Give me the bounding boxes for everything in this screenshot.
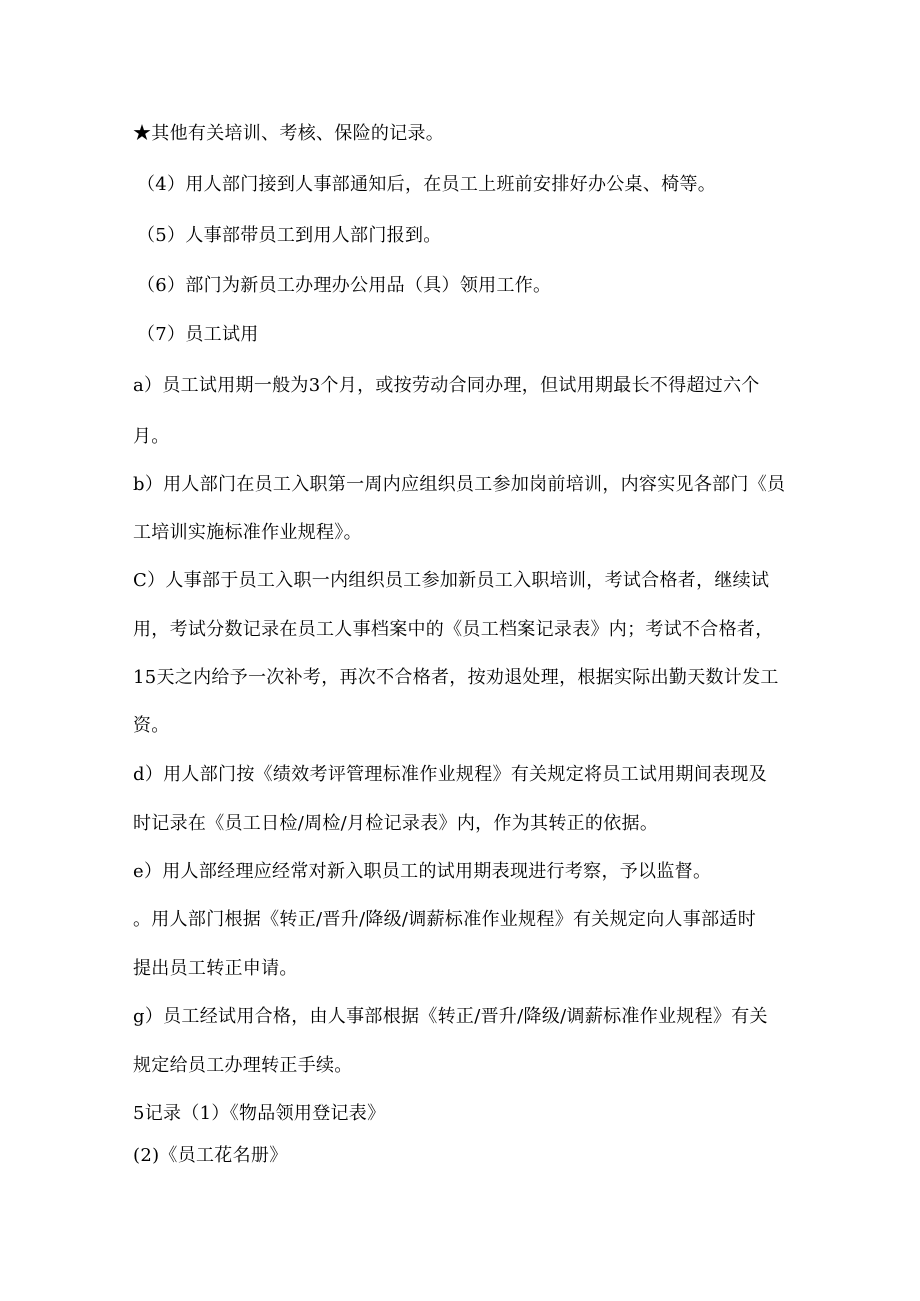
text-line: 用，考试分数记录在员工人事档案中的《员工档案记录表》内；考试不合格者， xyxy=(133,619,774,640)
text-line: （7）员工试用 xyxy=(137,324,259,345)
text-line: d）用人部门按《绩效考评管理标准作业规程》有关规定将员工试用期间表现及 xyxy=(133,764,768,785)
text-line: （4）用人部门接到人事部通知后，在员工上班前安排好办公桌、椅等。 xyxy=(137,174,717,195)
text-line: a）员工试用期一般为3个月，或按劳动合同办理，但试用期最长不得超过六个 xyxy=(133,375,760,396)
text-line: e）用人部经理应经常对新入职员工的试用期表现进行考察，予以监督。 xyxy=(133,861,712,882)
text-line: 规定给员工办理转正手续。 xyxy=(133,1055,353,1076)
text-line: 月。 xyxy=(133,426,170,447)
text-line: 时记录在《员工日检/周检/月检记录表》内，作为其转正的依据。 xyxy=(133,813,659,834)
text-line: (2)《员工花名册》 xyxy=(133,1145,288,1166)
text-line: （6）部门为新员工办理办公用品（具）领用工作。 xyxy=(137,275,552,296)
text-line: C）人事部于员工入职一内组织员工参加新员工入职培训，考试合格者，继续试 xyxy=(133,570,770,591)
text-line: ★其他有关培训、考核、保险的记录。 xyxy=(133,123,445,144)
text-line: 资。 xyxy=(133,715,170,736)
text-line: （5）人事部带员工到用人部门报到。 xyxy=(137,225,442,246)
text-line: b）用人部门在员工入职第一周内应组织员工参加岗前培训，内容实见各部门《员 xyxy=(133,474,786,495)
text-line: 15天之内给予一次补考，再次不合格者，按劝退处理，根据实际出勤天数计发工 xyxy=(133,667,779,688)
text-line: 提出员工转正申请。 xyxy=(133,958,298,979)
text-line: 工培训实施标准作业规程》。 xyxy=(133,522,362,543)
text-line: 5记录（1）《物品领用登记表》 xyxy=(133,1103,386,1124)
text-line: 。用人部门根据《转正/晋升/降级/调薪标准作业规程》有关规定向人事部适时 xyxy=(133,909,756,930)
text-line: g）员工经试用合格，由人事部根据《转正/晋升/降级/调薪标准作业规程》有关 xyxy=(133,1006,768,1027)
